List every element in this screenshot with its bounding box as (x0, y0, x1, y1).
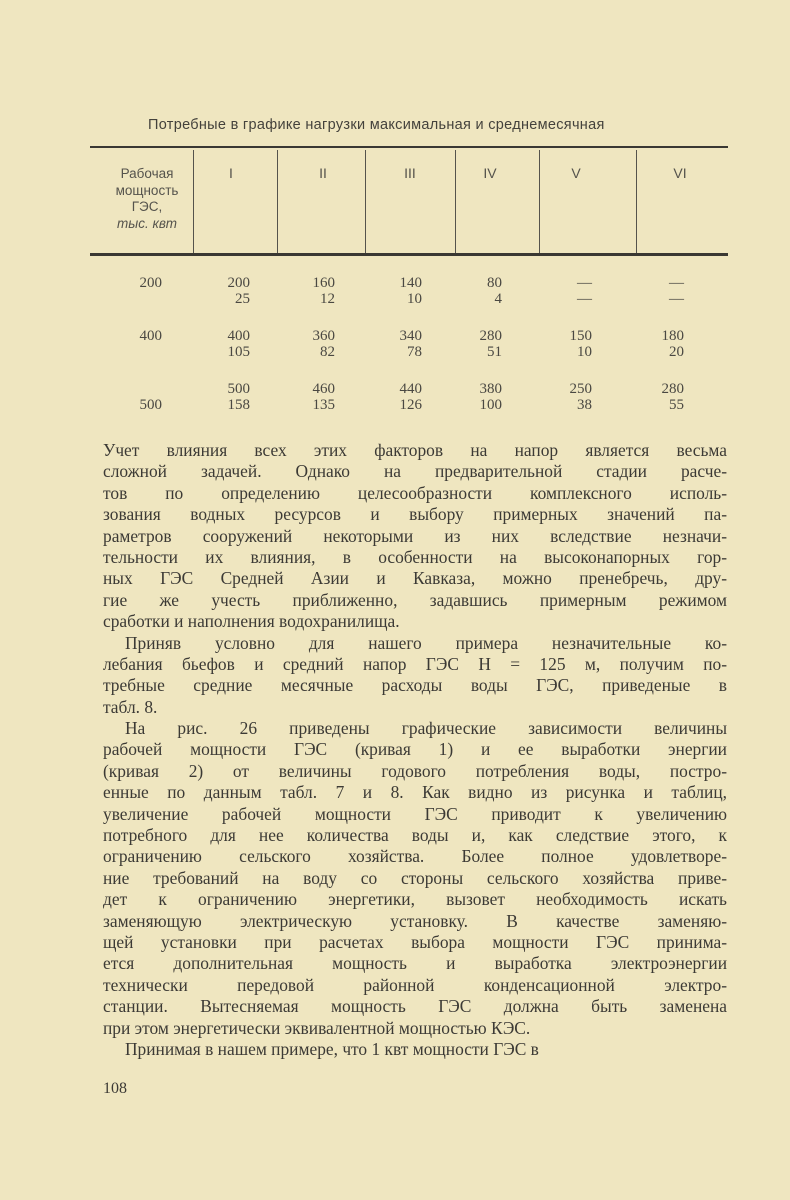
cell-avg: — (577, 291, 592, 307)
text-line: На рис. 26 приведены графические зависимости величины (125, 718, 727, 739)
text-line: технически передовой районной конденсационной электро- (103, 974, 727, 995)
cell-max: — (669, 275, 684, 291)
column-separator (455, 150, 456, 253)
cell-max: 400 (227, 328, 250, 344)
text-line: енные по данным табл. 7 и 8. Как видно из рисунка и таблиц, (103, 782, 727, 803)
text-line: увеличение рабочей мощности ГЭС приводит к увеличению (103, 803, 727, 824)
text-line: Принимая в нашем примере, что 1 квт мощности ГЭС в (125, 1038, 539, 1059)
cell-max: 140 (399, 275, 422, 291)
cell-avg: 135 (312, 397, 335, 413)
text-line: сложной задачей. Однако на предварительной стадии расче- (103, 461, 727, 482)
table-header-rule (90, 253, 728, 256)
cell-avg: 25 (235, 291, 250, 307)
cell-avg: 12 (320, 291, 335, 307)
text-line: ние требований на воду со стороны сельского хозяйства приве- (103, 867, 727, 888)
cell-avg: 20 (669, 344, 684, 360)
cell-max: 340 (399, 328, 422, 344)
row-power: 500 (139, 397, 162, 413)
column-separator (636, 150, 637, 253)
column-header: II (319, 165, 327, 181)
cell-max: 250 (569, 381, 592, 397)
cell-avg: 4 (494, 291, 502, 307)
cell-avg: — (669, 291, 684, 307)
text-line: щей установки при расчетах выбора мощности ГЭС принима- (103, 931, 727, 952)
cell-max: 500 (227, 381, 250, 397)
text-line: ется дополнительная мощность и выработка электроэнергии (103, 953, 727, 974)
text-line: требные средние месячные расходы воды ГЭС, приведеные в (103, 675, 727, 696)
stub-line: тыс. квт (117, 215, 177, 231)
text-line: тов по определению целесообразности комплексного исполь- (103, 482, 727, 503)
cell-avg: 10 (577, 344, 592, 360)
cell-max: 280 (661, 381, 684, 397)
column-separator (365, 150, 366, 253)
page-number: 108 (103, 1080, 127, 1097)
text-line: дет к ограничению энергетики, вызовет необходимость искать (103, 889, 727, 910)
cell-max: 200 (227, 275, 250, 291)
cell-max: 80 (487, 275, 502, 291)
text-line: раметров сооружений некоторыми из них вследствие незначи- (103, 525, 727, 546)
cell-max: 380 (479, 381, 502, 397)
text-line: Учет влияния всех этих факторов на напор является весьма (103, 440, 727, 460)
text-line: лебания бьефов и средний напор ГЭС H = 125 м, получим по- (103, 653, 727, 674)
cell-avg: 55 (669, 397, 684, 413)
cell-avg: 78 (407, 344, 422, 360)
cell-avg: 38 (577, 397, 592, 413)
text-line: (кривая 2) от величины годового потребления воды, постро- (103, 760, 727, 781)
stub-line: Рабочая (120, 166, 174, 181)
cell-avg: 51 (487, 344, 502, 360)
column-header: III (404, 165, 416, 181)
text-line: рабочей мощности ГЭС (кривая 1) и ее выработки энергии (103, 739, 727, 760)
text-line: табл. 8. (103, 696, 158, 717)
text-line: тельности их влияния, в особенности на высоконапорных гор- (103, 546, 727, 567)
cell-avg: 100 (479, 397, 502, 413)
body-text (103, 440, 727, 1060)
stub-line: мощность (115, 182, 179, 198)
cell-max: 280 (479, 328, 502, 344)
text-line: при этом энергетически эквивалентной мощностью КЭС. (103, 1017, 531, 1038)
column-separator (277, 150, 278, 253)
text-line: заменяющую электрическую установку. В качестве заменяю- (103, 910, 727, 931)
text-line: сработки и наполнения водохранилища. (103, 611, 400, 632)
column-separator (193, 150, 194, 253)
text-line: зования водных ресурсов и выбору примерных значений па- (103, 504, 727, 525)
cell-max: 150 (569, 328, 592, 344)
column-header: V (571, 165, 581, 181)
cell-avg: 158 (227, 397, 250, 413)
stub-line: ГЭС, (131, 199, 163, 214)
text-line: ных ГЭС Средней Азии и Кавказа, можно пренебречь, дру- (103, 568, 727, 589)
row-power: 400 (139, 328, 162, 344)
cell-avg: 126 (399, 397, 422, 413)
text-line: гие же учесть приближенно, задавшись примерным режимом (103, 589, 727, 610)
cell-max: 460 (312, 381, 335, 397)
table-top-rule (90, 146, 728, 148)
text-line: станции. Вытесняемая мощность ГЭС должна быть заменена (103, 996, 727, 1017)
cell-avg: 105 (227, 344, 250, 360)
cell-avg: 10 (407, 291, 422, 307)
stub-header (92, 166, 202, 232)
row-power: 200 (139, 275, 162, 291)
column-header: IV (483, 165, 497, 181)
cell-avg: 82 (320, 344, 335, 360)
column-header: VI (673, 165, 687, 181)
cell-max: 440 (399, 381, 422, 397)
table-caption: Потребные в графике нагрузки максимальная и среднемесячная (148, 117, 605, 133)
text-line: потребного для нее количества воды и, как следствие этого, к (103, 825, 727, 846)
cell-max: 360 (312, 328, 335, 344)
text-line: Приняв условно для нашего примера незначительные ко- (125, 632, 727, 653)
cell-max: — (577, 275, 592, 291)
text-line: ограничению сельского хозяйства. Более полное удовлетворе- (103, 846, 727, 867)
cell-max: 160 (312, 275, 335, 291)
column-separator (539, 150, 540, 253)
column-header: I (229, 165, 233, 181)
cell-max: 180 (661, 328, 684, 344)
